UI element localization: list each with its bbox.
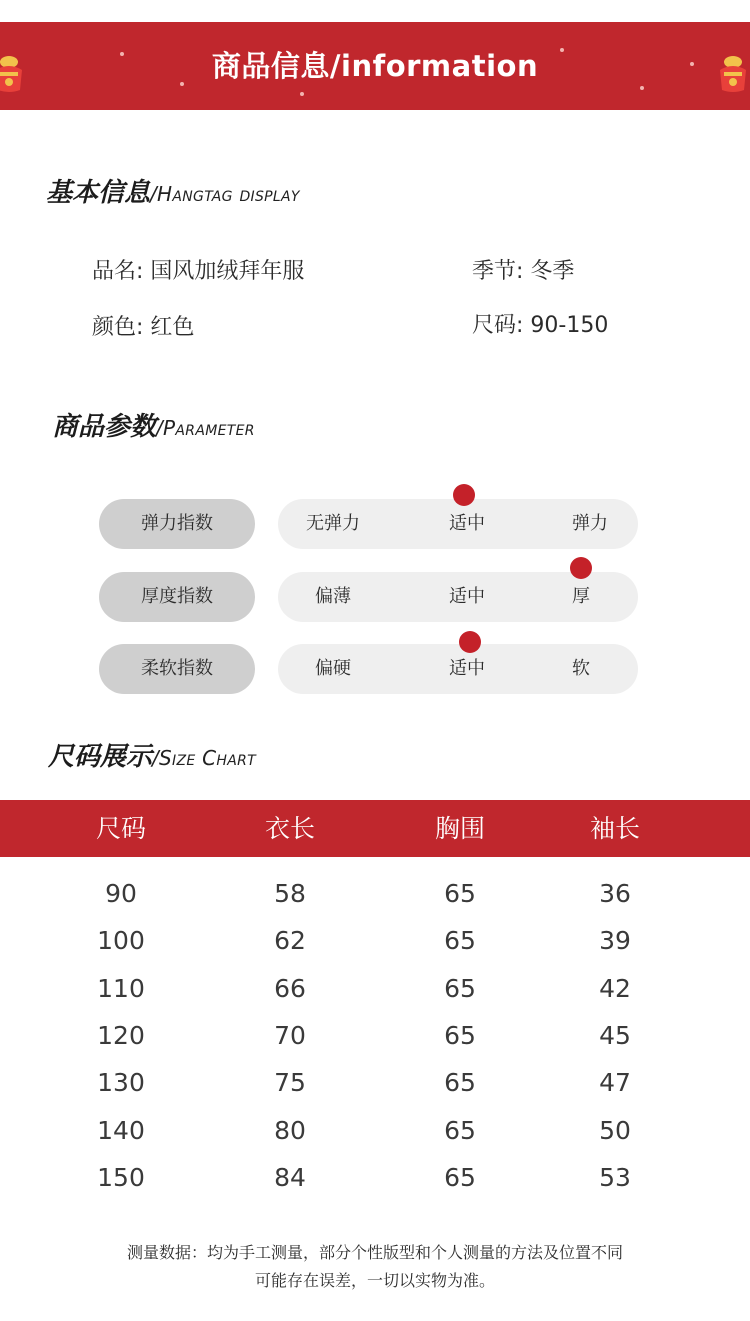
- table-cell: 150: [97, 1163, 145, 1192]
- size-table-header: [0, 800, 750, 857]
- param-softness-scale: [278, 644, 638, 694]
- lucky-bag-right-icon: [716, 48, 750, 94]
- basic-info-subtitle: /Hangtag display: [150, 182, 300, 206]
- table-row: [0, 1063, 750, 1103]
- parameter-title: 商品参数: [52, 412, 157, 442]
- table-cell: 120: [97, 1021, 145, 1050]
- measurement-note-line1: 测量数据：均为手工测量，部分个性版型和个人测量的方法及位置不同: [126, 1243, 623, 1262]
- table-cell: 42: [599, 974, 631, 1003]
- parameter-subtitle: /Parameter: [156, 416, 255, 440]
- table-cell: 70: [274, 1021, 306, 1050]
- table-cell: 58: [274, 879, 306, 908]
- scale-mid-label: 适中: [449, 586, 485, 607]
- info-value: 国风加绒拜年服: [150, 259, 305, 284]
- column-header: 尺码: [95, 814, 146, 843]
- table-cell: 66: [274, 974, 306, 1003]
- table-cell: 50: [599, 1116, 631, 1145]
- table-row: [0, 1111, 750, 1151]
- table-cell: 53: [599, 1163, 631, 1192]
- table-cell: 65: [444, 926, 476, 955]
- table-cell: 62: [274, 926, 306, 955]
- table-cell: 47: [599, 1068, 631, 1097]
- scale-right-label: 弹力: [572, 513, 608, 534]
- scale-mid-label: 适中: [449, 513, 485, 534]
- table-cell: 65: [444, 879, 476, 908]
- param-elasticity-scale: [278, 499, 638, 549]
- thickness-indicator-dot: [570, 557, 592, 579]
- table-cell: 84: [274, 1163, 306, 1192]
- scale-right-label: 软: [572, 658, 590, 679]
- info-product-name: [92, 254, 304, 285]
- info-label: 颜色:: [92, 315, 144, 340]
- table-cell: 65: [444, 974, 476, 1003]
- table-row: [0, 921, 750, 961]
- table-cell: 39: [599, 926, 631, 955]
- table-row: [0, 969, 750, 1009]
- table-cell: 130: [97, 1068, 145, 1097]
- size-chart-heading: [48, 736, 256, 773]
- table-cell: 110: [97, 974, 145, 1003]
- sparkle-icon: [640, 86, 644, 90]
- column-header: 胸围: [434, 814, 485, 843]
- sparkle-icon: [560, 48, 564, 52]
- table-cell: 36: [599, 879, 631, 908]
- sparkle-icon: [120, 52, 124, 56]
- scale-left-label: 偏薄: [315, 586, 351, 607]
- table-cell: 140: [97, 1116, 145, 1145]
- banner-title: 商品信息/information: [211, 49, 539, 83]
- info-season: [472, 254, 574, 285]
- info-label: 季节:: [472, 259, 524, 284]
- lucky-bag-left-icon: [0, 48, 26, 94]
- info-color: [92, 310, 194, 341]
- table-cell: 90: [105, 879, 137, 908]
- sparkle-icon: [180, 82, 184, 86]
- table-cell: 65: [444, 1116, 476, 1145]
- size-chart-subtitle: /Size Chart: [152, 746, 257, 770]
- table-cell: 65: [444, 1068, 476, 1097]
- size-chart-title: 尺码展示: [48, 742, 153, 772]
- sparkle-icon: [690, 62, 694, 66]
- basic-info-title: 基本信息: [46, 178, 151, 208]
- column-header: 袖长: [589, 814, 640, 843]
- table-cell: 75: [274, 1068, 306, 1097]
- table-cell: 65: [444, 1021, 476, 1050]
- info-label: 尺码:: [472, 313, 524, 338]
- table-row: [0, 1158, 750, 1198]
- scale-right-label: 厚: [572, 586, 590, 607]
- info-banner: [0, 22, 750, 110]
- scale-mid-label: 适中: [449, 658, 485, 679]
- info-value: 冬季: [530, 259, 575, 284]
- column-header: 衣长: [264, 814, 315, 843]
- sparkle-icon: [300, 92, 304, 96]
- param-softness-label: 柔软指数: [99, 644, 255, 694]
- table-cell: 65: [444, 1163, 476, 1192]
- scale-left-label: 无弹力: [306, 513, 360, 534]
- param-thickness-scale: [278, 572, 638, 622]
- info-size: [472, 308, 608, 339]
- softness-indicator-dot: [459, 631, 481, 653]
- table-row: [0, 874, 750, 914]
- table-cell: 80: [274, 1116, 306, 1145]
- table-cell: 45: [599, 1021, 631, 1050]
- info-label: 品名:: [92, 259, 144, 284]
- param-thickness-label: 厚度指数: [99, 572, 255, 622]
- info-value: 90-150: [530, 313, 609, 338]
- table-row: [0, 1016, 750, 1056]
- measurement-note-line2: 可能存在误差，一切以实物为准。: [254, 1271, 495, 1290]
- scale-left-label: 偏硬: [315, 658, 351, 679]
- param-elasticity-label: 弹力指数: [99, 499, 255, 549]
- table-cell: 100: [97, 926, 145, 955]
- info-value: 红色: [150, 315, 195, 340]
- parameter-heading: [52, 406, 255, 443]
- elasticity-indicator-dot: [453, 484, 475, 506]
- basic-info-heading: [46, 172, 300, 209]
